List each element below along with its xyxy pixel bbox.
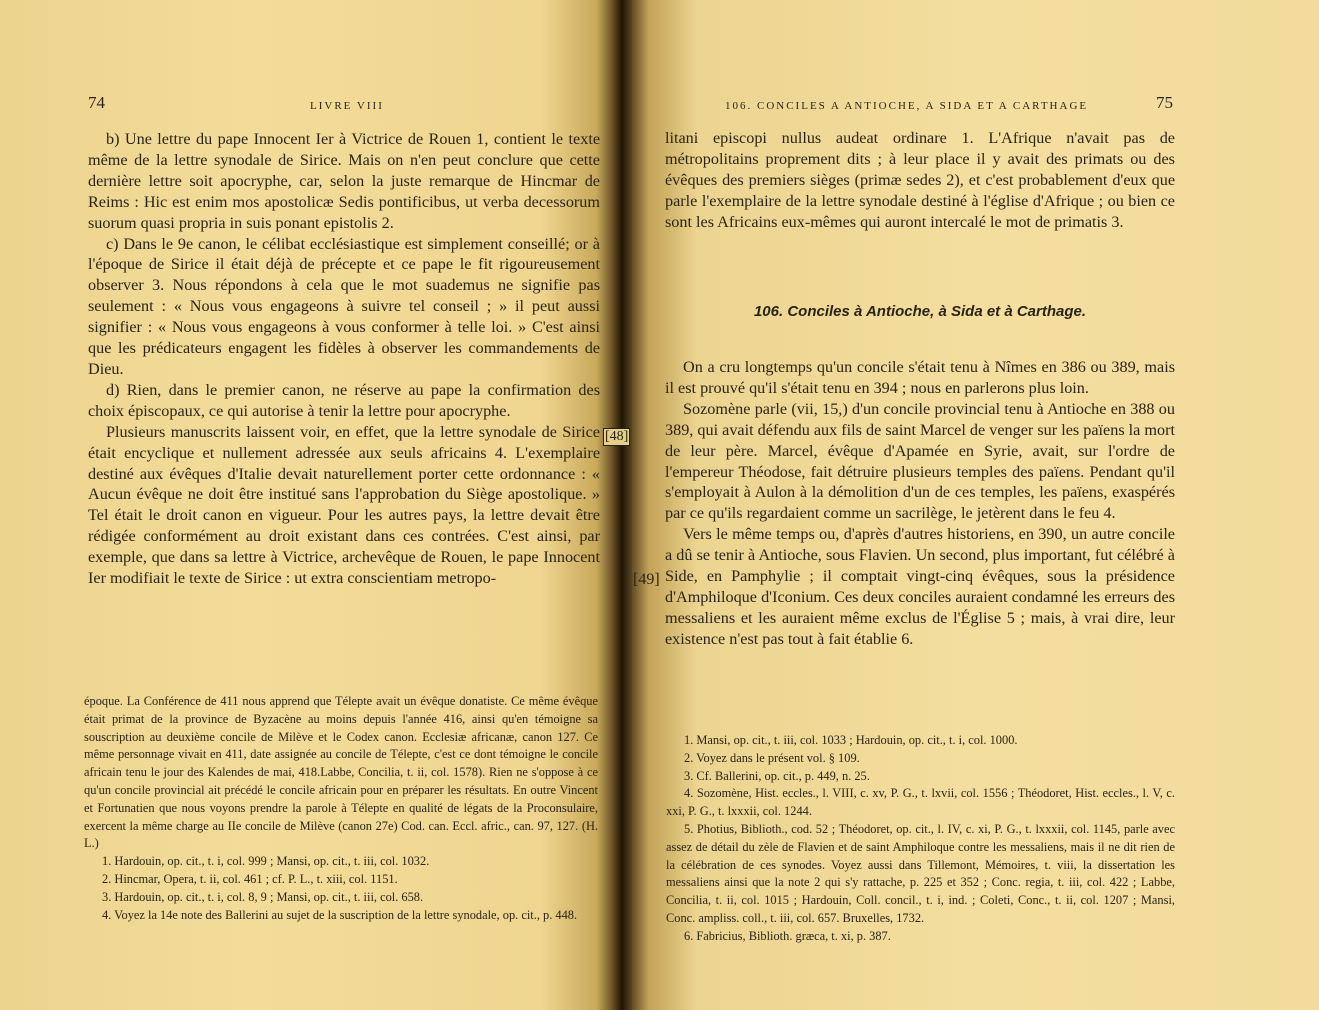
- section-title: 106. Conciles à Antioche, à Sida et à Carthage.: [753, 303, 1087, 320]
- left-margin-page-ref: [48]: [605, 429, 629, 444]
- right-paragraph: Sozomène parle (vii, 15,) d'un concile provincial tenu à Antioche en 388 ou 389, qui avait défendu aux fils de saint Marcel de venger sur les païens la mort de leur père. Marcel, évêque d'Apamée en Syrie, avait, sur l'ordre de l'empereur Théodose, fait détruire plusieurs temples des païens. Pendant qu'il s'employait à Aulon à la démolition d'un de ces temples, les païens, exaspérés par ce qu'ils regardaient comme un sacrilège, le jetèrent dans le feu 4.: [665, 399, 1175, 523]
- left-footnote: 2. Hincmar, Opera, t. ii, col. 461 ; cf. P. L., t. xiii, col. 1151.: [102, 871, 398, 886]
- left-body-text: [88, 129, 600, 589]
- left-page-number: 74: [88, 93, 105, 112]
- left-paragraph: b) Une lettre du pape Innocent Ier à Victrice de Rouen 1, contient le texte même de la lettre synodale de Sirice. Mais on n'en peut conclure que cette dernière lettre soit apocryphe, car, selon la juste remarque de Hincmar de Reims : Hic est enim mos apostolicæ Sedis pontificibus, ut verba decessorum suorum quasi propria in suis ponant epistolis 2.: [88, 130, 600, 232]
- right-continuation-text: [665, 128, 1175, 233]
- right-footnotes: [666, 732, 1175, 946]
- left-footnote: 1. Hardouin, op. cit., t. i, col. 999 ; Mansi, op. cit., t. iii, col. 1032.: [102, 854, 430, 869]
- right-paragraph: On a cru longtemps qu'un concile s'était tenu à Nîmes en 386 ou 389, mais il est prouvé qu'il s'était tenu en 394 ; nous en parlerons plus loin.: [665, 358, 1175, 397]
- right-page-number: 75: [1156, 93, 1173, 112]
- left-note-continuation: époque. La Conférence de 411 nous apprend que Télepte avait un évêque donatiste. Ce même évêque était primat de la province de Byzacène au moins depuis l'année 416, ainsi qu'en témoigne sa souscription au deuxième concile de Milève et le Codex canon. Ecclesiæ africanæ, canon 127. Ce même personnage vivait en 411, date assignée au concile de Télepte, c'est ce dont témoigne le concile africain tenu le jour des Kalendes de mai, 418.Labbe, Concilia, t. ii, col. 1578). Rien ne s'oppose à ce qu'un concile provincial ait précédé le concile africain pour en préparer les résultats. En outre Vincent et Fortunatien que nous voyons prendre la parole à Télepte en qualité de légats de la Proconsulaire, exercent la même charge au IIe concile de Milève (canon 27e) Cod. can. Eccl. afric., can. 97, 127. (H. L.): [84, 694, 598, 851]
- right-footnote: 6. Fabricius, Biblioth. græca, t. xi, p. 387.: [684, 928, 891, 943]
- left-footnote: 4. Voyez la 14e note des Ballerini au sujet de la suscription de la lettre synodale, op. cit., p. 448.: [102, 907, 578, 922]
- left-paragraph: Plusieurs manuscrits laissent voir, en effet, que la lettre synodale de Sirice était encyclique et nullement adressée aux seuls africains 4. L'exemplaire destiné aux évêques d'Italie devait naturellement porter cette ordonnance : « Aucun évêque ne doit être institué sans l'approbation du Siège apostolique. » Tel était le droit canon en vigueur. Pour les autres pays, la lettre devait être rédigée conformément au droit existant dans ces contrées. C'est ainsi, par exemple, que dans sa lettre à Victrice, archevêque de Rouen, le pape Innocent Ier modifiait le texte de Sirice : ut extra conscientiam metropo-: [88, 422, 600, 588]
- right-footnote: 5. Photius, Biblioth., cod. 52 ; Théodoret, op. cit., l. IV, c. xi, P. G., t. lxxxii, col. 1145, parle avec assez de détail du zèle de Flavien et de saint Amphiloque contre les messaliens, mais il ne dit rien de la célébration de ces synodes. Voyez aussi dans Tillemont, Mémoires, t. viii, la dissertation les messaliens ainsi que la note 2 qui s'y rattache, p. 225 et 352 ; Conc. regia, t. iii, col. 422 ; Labbe, Concilia, t. ii, col. 1015 ; Hardouin, Coll. concil., t. i, ind. ; Coleti, Conc., t. ii, col. 1207 ; Mansi, Conc. ampliss. coll., t. iii, col. 657. Bruxelles, 1732.: [666, 821, 1175, 925]
- right-running-head: 106. CONCILES A ANTIOCHE, A SIDA ET A CARTHAGE: [725, 100, 1089, 112]
- left-running-head: LIVRE VIII: [310, 100, 384, 112]
- left-footnotes: [84, 693, 598, 924]
- left-paragraph: d) Rien, dans le premier canon, ne réserve au pape la confirmation des choix épiscopaux, ce qui autorise à tenir la lettre pour apocryphe.: [88, 380, 600, 420]
- right-paragraph: Vers le même temps ou, d'après d'autres historiens, en 390, un autre concile a dû se tenir à Antioche, sous Flavien. Un second, plus important, fut célébré à Side, en Pamphylie ; il comptait vingt-cinq évêques, sous la présidence d'Amphiloque d'Iconium. Ces deux conciles auraient condamné les erreurs des messaliens et les auraient même exclus de l'Église 5 ; mais, à vrai dire, leur existence n'est pas tout à fait établie 6.: [665, 525, 1175, 648]
- right-footnote: 2. Voyez dans le présent vol. § 109.: [684, 750, 860, 765]
- right-continuation: litani episcopi nullus audeat ordinare 1. L'Afrique n'avait pas de métropolitains proprement dits ; à leur place il y avait des primats ou des évêques des premiers sièges (primæ sedes 2), et c'est probablement d'eux que parle l'exemplaire de la lettre synodale destiné à l'église d'Afrique ; ou bien ce sont les Africains eux-mêmes qui auront intercalé le mot de primatis 3.: [665, 129, 1175, 231]
- right-margin-page-ref: [49]: [633, 571, 660, 588]
- left-paragraph: c) Dans le 9e canon, le célibat ecclésiastique est simplement conseillé; or à l'époque de Sirice il était déjà de précepte et ce pape le fit rigoureusement observer 3. Nous répondons à cela que le mot suademus ne signifie pas seulement : « Nous vous engageons à suivre tel conseil ; » il peut aussi signifier : « Nous vous engageons à vous conformer à telle loi. » C'est ainsi que les prédicateurs engagent les fidèles à observer les commandements de Dieu.: [88, 234, 600, 378]
- book-gutter: [612, 0, 632, 1010]
- right-footnote: 1. Mansi, op. cit., t. iii, col. 1033 ; Hardouin, op. cit., t. i, col. 1000.: [684, 733, 1018, 747]
- right-footnote: 4. Sozomène, Hist. eccles., l. VIII, c. xv, P. G., t. lxvii, col. 1556 ; Théodoret, Hist. eccles., l. V, c. xxi, P. G., t. lxxxii, col. 1244.: [666, 786, 1175, 819]
- right-body-text: [665, 357, 1175, 650]
- left-footnote: 3. Hardouin, op. cit., t. i, col. 8, 9 ; Mansi, op. cit., t. iii, col. 658.: [102, 889, 424, 904]
- right-footnote: 3. Cf. Ballerini, op. cit., p. 449, n. 25.: [684, 768, 870, 783]
